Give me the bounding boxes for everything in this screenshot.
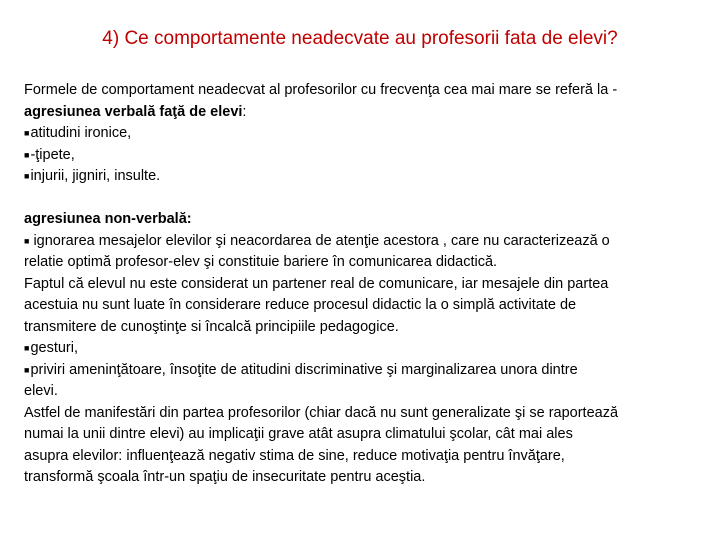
paragraph-line: transformă şcoala într-un spaţiu de insecuritate pentru aceştia.	[24, 469, 426, 485]
paragraph-line: acestuia nu sunt luate în considerare reduce procesul didactic la o simplă activitate de	[24, 297, 577, 313]
bullet-icon: ■	[24, 343, 30, 353]
slide-title: 4) Ce comportamente neadecvate au profesorii fata de elevi?	[102, 28, 618, 49]
verbal-item	[24, 166, 714, 188]
nonverbal-item	[24, 231, 714, 253]
nonverbal-heading	[24, 209, 714, 231]
paragraph-line: Faptul că elevul nu este considerat un partener real de comunicare, iar mesajele din partea	[24, 275, 609, 292]
verbal-item-text: injurii, jigniri, insulte.	[30, 168, 161, 184]
slide-body	[24, 80, 714, 489]
paragraph-line: asupra elevilor: influenţează negativ stima de sine, reduce motivaţia pentru învăţare,	[24, 447, 565, 464]
verbal-item	[24, 145, 714, 167]
verbal-heading	[24, 102, 714, 124]
nonverbal-item-continuation: elevi.	[24, 383, 58, 399]
nonverbal-item	[24, 360, 714, 382]
bullet-icon: ■	[24, 171, 30, 181]
verbal-item-text: -ţipete,	[30, 146, 75, 163]
paragraph-line: transmitere de cunoştinţe si încalcă principiile pedagogice.	[24, 318, 399, 335]
nonverbal-item-continuation: relatie optimă profesor-elev şi constituie bariere în comunicarea didactică.	[24, 254, 498, 270]
spacer	[24, 188, 714, 210]
nonverbal-item-text: ignorarea mesajelor elevilor şi neacordarea de atenţie acestora , care nu caracterizează o	[33, 232, 610, 249]
nonverbal-item-text: priviri ameninţătoare, însoţite de atitudini discriminative şi marginalizarea unora dintre	[30, 361, 578, 378]
verbal-heading-suffix: :	[242, 103, 247, 120]
paragraph-line: Astfel de manifestări din partea profesorilor (chiar dacă nu sunt generalizate şi se raportează	[24, 404, 619, 421]
verbal-heading-bold: agresiunea verbală faţă de elevi	[24, 103, 243, 120]
intro-line: Formele de comportament neadecvat al profesorilor cu frecvenţa cea mai mare se referă la -	[24, 82, 618, 98]
nonverbal-item	[24, 338, 714, 360]
bullet-icon: ■	[24, 149, 30, 160]
verbal-item-text: atitudini ironice,	[30, 125, 132, 141]
bullet-icon: ■	[24, 364, 30, 375]
verbal-item	[24, 123, 714, 145]
nonverbal-heading-bold: agresiunea non-verbală:	[24, 211, 192, 227]
bullet-icon: ■	[24, 128, 30, 138]
paragraph-line: numai la unii dintre elevi) au implicaţii grave atât asupra climatului şcolar, cât mai ales	[24, 426, 573, 442]
bullet-icon: ■	[24, 235, 30, 246]
nonverbal-item-text: gesturi,	[30, 340, 78, 356]
